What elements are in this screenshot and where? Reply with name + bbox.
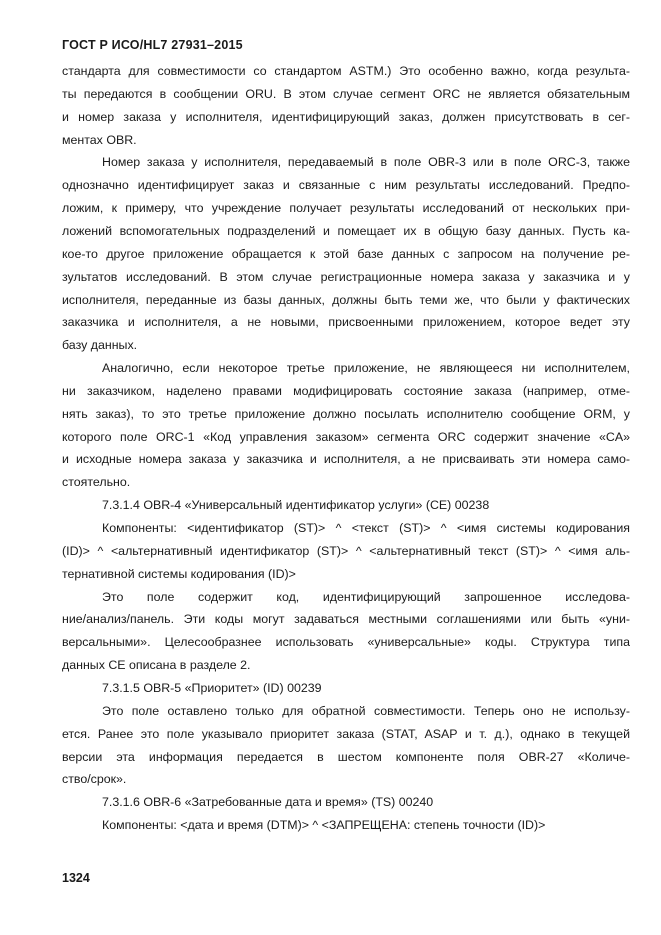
text-line: ни заказчиком, наделено правами модифицировать состояние заказа (например, отме- [62,383,630,398]
text-line: ментах OBR. [62,132,137,147]
text-line: тернативной системы кодирования (ID)> [62,566,296,581]
text-line: Аналогично, если некоторое третье приложение, не являющееся ни исполнителем, [102,361,630,376]
text-line: Это поле содержит код, идентифицирующий запрошенное исследова- [102,589,630,604]
text-line: Компоненты: <идентификатор (ST)> ^ <текст (ST)> ^ <имя системы кодирования [102,521,630,535]
text-line: версальными». Целесообразнее использовать «универсальные» коды. Структура типа [62,635,630,650]
text-line: ется. Ранее это поле указывало приоритет заказа (STAT, ASAP и т. д.), однако в текущей [62,726,630,741]
text-line: однозначно идентифицирует заказ и связанные с ним результаты исследований. Предпо- [62,178,630,193]
text-line: ложим, к примеру, что учреждение получает результаты исследований от нескольких при- [62,201,630,216]
text-line: которого поле ORC-1 «Код управления заказом» сегмента ORC содержит значение «CA» [62,429,630,444]
text-line: ние/анализ/панель. Эти коды могут задаваться местными соглашениями или быть «уни- [62,612,630,627]
text-line: кое-то другое приложение обращается к этой базе данных с запросом на получение ре- [62,246,630,261]
text-line: 7.3.1.6 OBR-6 «Затребованные дата и время» (TS) 00240 [102,795,434,810]
text-line: Номер заказа у исполнителя, передаваемый в поле OBR-3 или в поле ORC-3, также [102,155,630,170]
text-line: базу данных. [62,338,138,353]
text-line: (ID)> ^ <альтернативный идентификатор (ST)> ^ <альтернативный текст (ST)> ^ <имя аль- [62,543,630,558]
text-line: ство/срок». [62,772,127,787]
page-number: 1324 [62,871,90,885]
text-line: ты передаются в сообщении ORU. В этом случае сегмент ORC не является обязательным [62,86,630,101]
text-line: и исходные номера заказа у заказчика и исполнителя, а не присваивать эти номера само- [62,452,630,467]
text-line: данных CE описана в разделе 2. [62,658,251,673]
text-line: Компоненты: <дата и время (DTM)> ^ <ЗАПРЕЩЕНА: степень точности (ID)> [102,818,546,833]
text-line: исполнителя, переданные из базы данных, должны быть теми же, что были у фактических [62,292,630,307]
text-line: 7.3.1.5 OBR-5 «Приоритет» (ID) 00239 [102,680,322,695]
text-line: ложений вспомогательных подразделений и помещает их в общую базу данных. Пусть ка- [62,223,630,238]
text-line: Это поле оставлено только для обратной совместимости. Теперь оно не использу- [102,703,630,718]
text-line: версии эта информация передается в шестом компоненте поля OBR-27 «Количе- [62,749,630,764]
text-line: нять заказ), то это третье приложение должно посылать исполнителю сообщение ORM, у [62,406,630,421]
text-line: стоятельно. [62,475,131,490]
text-line: зультатов исследований. В этом случае регистрационные номера заказа у заказчика и у [62,269,630,284]
text-line: 7.3.1.4 OBR-4 «Универсальный идентификатор услуги» (CE) 00238 [102,498,490,513]
text-line: и номер заказа у исполнителя, идентифицирующий заказ, должен присутствовать в сег- [62,109,630,124]
document-header: ГОСТ Р ИСО/HL7 27931–2015 [62,38,243,52]
text-line: стандарта для совместимости со стандартом ASTM.) Это особенно важно, когда результа- [62,64,630,78]
text-line: заказчика и исполнителя, а не новыми, присвоенными приложением, которое ведет эту [62,315,630,330]
